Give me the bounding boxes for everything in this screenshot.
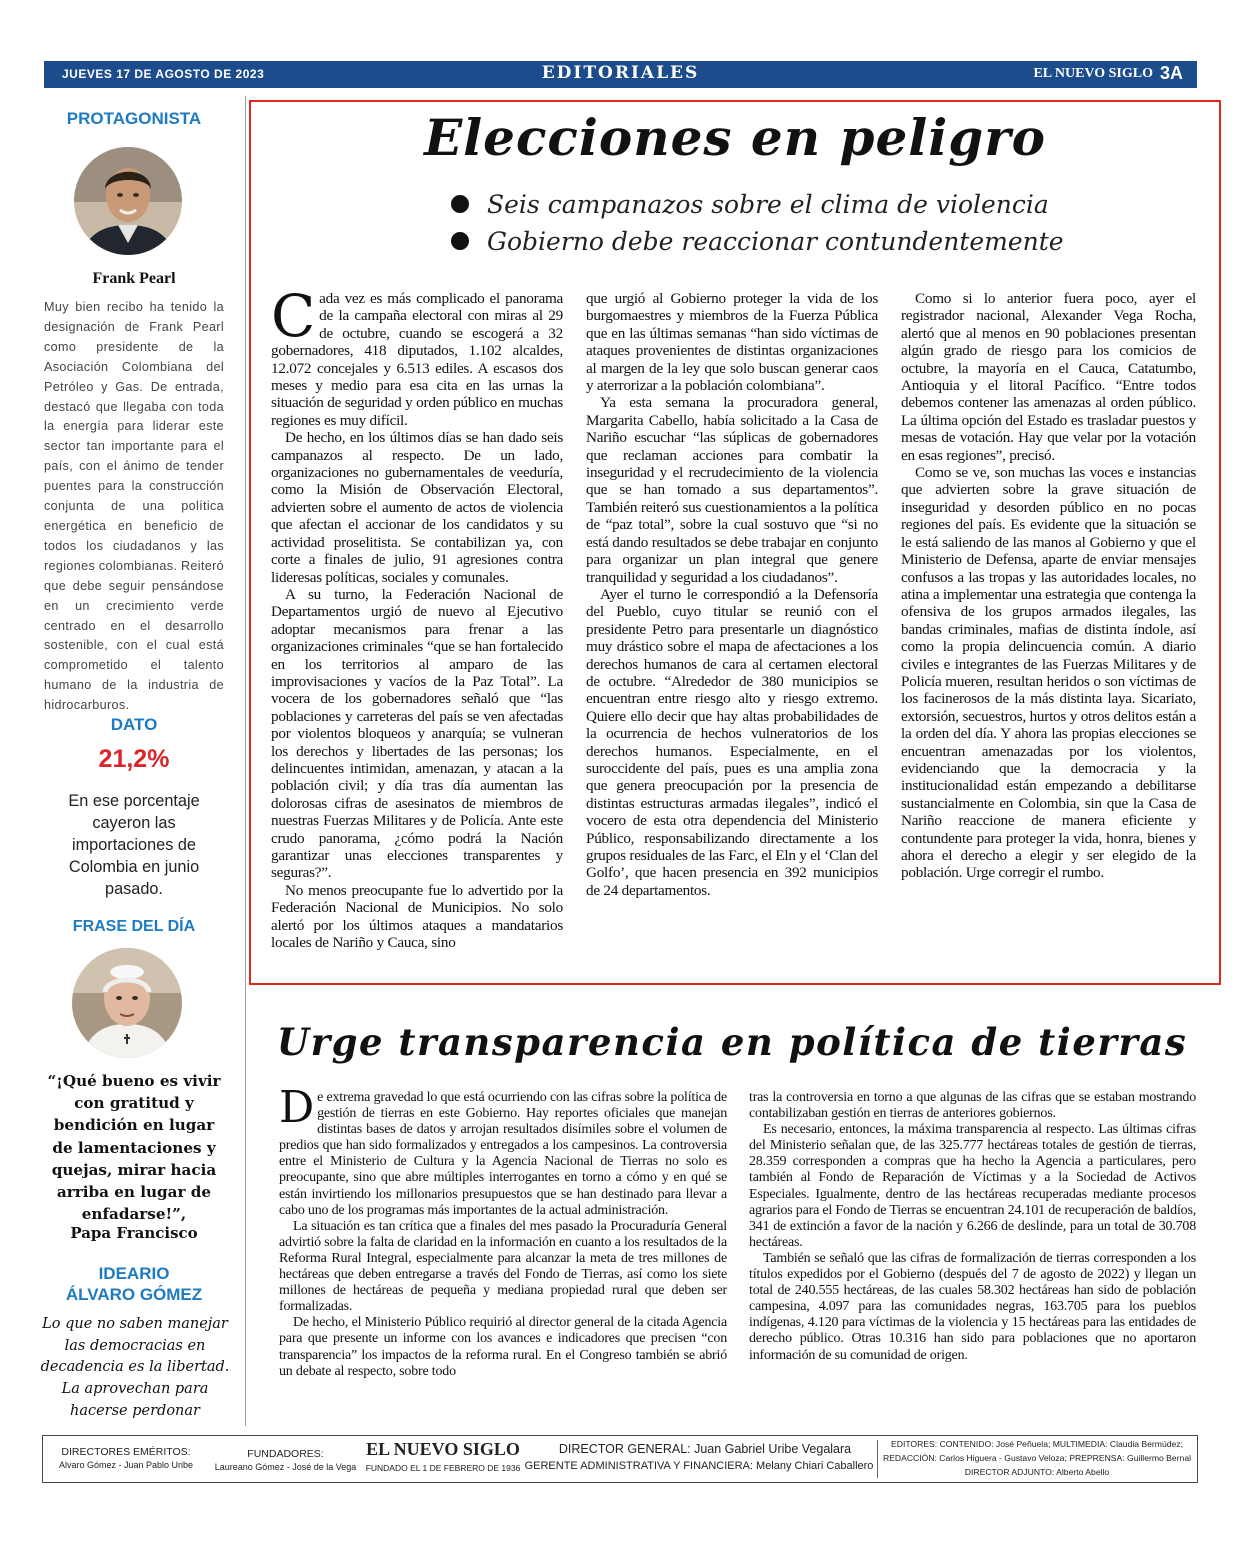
header-date: JUEVES 17 DE AGOSTO DE 2023 [62, 67, 265, 81]
footer-founded: FUNDADO EL 1 DE FEBRERO DE 1936 [365, 1463, 521, 1473]
footer-redaccion: REDACCIÓN: Carlos Higuera - Gustavo Veloza; PREPRENSA: Guillermo Bernal [882, 1453, 1192, 1463]
main-editorial [249, 100, 1221, 985]
editorial-column-1 [271, 282, 563, 952]
second-column-2 [749, 1090, 1196, 1364]
ideario-text: Lo que no saben manejar las democracias en decadencia es la libertad. La aprovechan para hacerse perdonar [40, 1316, 230, 1419]
paragraph: tras la controversia en torno a que algunas de las cifras que se estaban mostrando contabilizaban gestión en tierras de anteriores gobiernos. [749, 1090, 1196, 1122]
editorial-column-3 [901, 290, 1196, 882]
protagonista-name: Frank Pearl [92, 270, 176, 287]
protagonista-text: Muy bien recibo ha tenido la designación de Frank Pearl como presidente de la Asociación Colombiana del Petróleo y Gas. De entrada, destacó que llegaba con toda la energía para liderar este sector tan importante para el país, con el ánimo de tender puentes para la construcción conjunta de una política energética en beneficio de todos los ciudadanos y las regiones colombianas. Reiteró que debe seguir pensándose en un crecimiento verde centrado en el desarrollo sostenible, con el cual está comprometido el talento humano de la industria de hidrocarburos. [44, 300, 224, 713]
frase-quote: “¡Qué bueno es vivir con gratitud y bendición en lugar de lamentaciones y quejas, mirar hacia arriba en lugar de enfadarse!”, [47, 1072, 221, 1224]
drop-cap: D [279, 1082, 315, 1133]
gerente: GERENTE ADMINISTRATIVA Y FINANCIERA: Melany Chiari Caballero [524, 1460, 874, 1472]
frase-heading: FRASE DEL DÍA [72, 918, 196, 935]
editorial-title: Elecciones en peligro [424, 108, 1046, 167]
bullet-dot-icon [451, 232, 469, 250]
paragraph: De hecho, el Ministerio Público requirió al director general de la citada Agencia para que presente un informe con los avances e indicadores que precisen “con transparencia” los impactos de la reforma rural. En el Congreso también se abrió un debate al respecto, sobre todo [279, 1315, 727, 1379]
directores-label: DIRECTORES EMÉRITOS: [61, 1446, 191, 1458]
bullet-dot-icon [451, 195, 469, 213]
directores-names: Alvaro Gómez - Juan Pablo Uribe [58, 1460, 194, 1470]
paragraph: Ya esta semana la procuradora general, Margarita Cabello, había solicitado a la Casa de Nariño escuchar “las súplicas de gobernadores que reclaman acciones para combatir la inseguridad y el recrudecimiento de la violencia que se han tomado a sus departamentos”. También reiteró sus cuestionamientos a la política de “paz total”, sobre la cual sostuvo que “si no está dando resultados se debe trabajar en conjunto para organizar un plan integral que genere tranquilidad y seguridad a los ciudadanos”. [586, 394, 878, 586]
page-number: 3A [1159, 63, 1183, 83]
paragraph: Es necesario, entonces, la máxima transparencia al respecto. Las últimas cifras del Ministerio señalan que, de las 325.777 hectáreas totales de gestión de tierras, 28.359 corresponden a compras que ha hecho la Agencia a particulares, pero también al Fondo de Reparación de Víctimas y a la Sociedad de Activos Especiales. Igualmente, dentro de las hectáreas recuperadas mediante procesos agrarios para el Fondo de Tierras se encuentran 24.101 de recuperación de baldíos, 341 de extinción a favor de la nación y 6.266 de deslinde, para un total de 30.708 hectáreas. [749, 1122, 1197, 1250]
sidebar [36, 100, 232, 1425]
editorial-bullet-1: Seis campanazos sobre el clima de violencia [451, 190, 1049, 219]
director-general: DIRECTOR GENERAL: Juan Gabriel Uribe Vegalara [558, 1442, 852, 1456]
paragraph: La situación es tan crítica que a finales del mes pasado la Procuraduría General advirtió sobre la falta de claridad en la información en cuanto a los resultados de la Reforma Rural Integral, especialmente para alcanzar la meta de tres millones de hectáreas que deben entregarse a través del Fondo de Tierras, así como los siete millones de hectáreas de pequeña y mediana propiedad rural que deben ser formalizadas. [279, 1218, 727, 1315]
ideario-heading: IDEARIO [98, 1264, 170, 1283]
footer-editores: EDITORES: CONTENIDO: José Peñuela; MULTIMEDIA: Claudia Bermúdez; [891, 1439, 1183, 1449]
section-title: EDITORIALES [541, 63, 700, 83]
paragraph: De hecho, en los últimos días se han dado seis campanazos al respecto. De un lado, organizaciones no gubernamentales de veeduría, como la Misión de Observación Electoral, advierten sobre el aumento de actos de violencia que afectan el accionar de los candidatos y su actividad proselitista. Se contabilizan ya, con corte a finales de julio, 91 agresiones contra lideresas políticas, sociales y comunales. [271, 429, 563, 586]
paragraph: Como se ve, son muchas las voces e instancias que advierten sobre la grave situación de inseguridad y desorden público en no pocas regiones del país. Es evidente que la situación se le está saliendo de las manos al Gobierno y que el Ministerio de Defensa, aparte de enviar mensajes confusos a las tropas y las autoridades locales, no atina a implementar una estrategia que contenga la ofensiva de los grupos armados ilegales, las bandas criminales, mafias de distinta índole, así como la propia delincuencia común. A diario civiles e integrantes de las Fuerzas Militares y de Policía mueren, resultan heridos o son víctimas de los facinerosos de la más distinta laya. Sicariato, extorsión, secuestros, hurtos y otros delitos están a la orden del día. Y ahora las propias elecciones se encuentran amenazadas por los violentos, evidenciando que la democracia y la institucionalidad están empezando a debilitarse sustancialmente en Colombia, sin que la Casa de Nariño reaccione de manera eficiente y contundente para proteger la vida, honra, bienes y ahora el derecho a elegir y ser elegido de la población. Urge corregir el rumbo. [901, 464, 1196, 882]
paragraph: Como si lo anterior fuera poco, ayer el registrador nacional, Alexander Vega Rocha, alertó que al menos en 90 poblaciones presentan algún grado de riesgo para los comicios de octubre, la mayoría en el Cauca, Catatumbo, Antioquia y el litoral Pacífico. “Entre todos debemos contener las amenazas al orden público. La última opción del Estado es trasladar puestos y mesas de votación. Hay que velar por la votación en esas regiones”, precisó. [901, 290, 1196, 464]
paragraph: Ayer el turno le correspondió a la Defensoría del Pueblo, cuyo titular se reunió con el presidente Petro para presentarle un diagnóstico muy drástico sobre el mapa de afectaciones a los derechos humanos de cara al certamen electoral de octubre. “Alrededor de 380 municipios se encuentran entre riesgo alto y riesgo extremo. Quiere ello decir que hay altas probabilidades de la ocurrencia de hechos vulneratorios de los derechos humanos. Especialmente, en el suroccidente del país, pues es una amplia zona que genera preocupación por la presencia de distintas estructuras armadas ilegales”, indicó el vocero de esta otra dependencia del Ministerio Público, responsabilizando directamente a los grupos residuales de las Farc, el Eln y el ‘Clan del Golfo’, que hacen presencia en 392 municipios de 24 departamentos. [586, 585, 878, 899]
sidebar-divider [245, 96, 246, 1426]
second-column-1 [279, 1082, 727, 1380]
fundadores-label: FUNDADORES: [247, 1448, 324, 1460]
fundadores-names: Laureano Gómez - José de la Vega [214, 1462, 357, 1472]
paragraph: A su turno, la Federación Nacional de Departamentos urgió de nuevo al Ejecutivo adoptar mecanismos para frenar a las organizaciones criminales “que se han fortalecido en los territorios al amparo de las improvisaciones y vacíos de la Paz Total”. La vocera de los gobernadores señaló que “las poblaciones y carreteras del país se ven afectadas por violentos bloqueos y anarquía; se vulneran los derechos y libertades de las personas; los delincuentes intimidan, amenazan, y atacan a la población civil; y día tras día aumentan las dolorosas cifras de asesinatos de miembros de nuestras Fuerzas Militares y de Policía. Ante este crudo panorama, ¿cómo podrá la Nación garantizar unas elecciones transparentes y seguras?”. [271, 585, 563, 882]
dato-value: 21,2% [98, 745, 170, 773]
footer-divider [877, 1440, 878, 1478]
ideario-name: ÁLVARO GÓMEZ [65, 1285, 203, 1304]
paragraph: No menos preocupante fue lo advertido por la Federación Nacional de Municipios. No solo alertó por los últimos ataques a mandatarios locales de Nariño y Cauca, sino [271, 881, 563, 952]
second-editorial-title: Urge transparencia en política de tierras [276, 1020, 1188, 1064]
editorial-column-2 [586, 290, 878, 899]
editorial-bullet-2: Gobierno debe reaccionar contundentemente [451, 227, 1064, 256]
page-header-bar [44, 61, 1197, 88]
frase-author: Papa Francisco [70, 1224, 198, 1242]
paragraph: De extrema gravedad lo que está ocurriendo con las cifras sobre la política de gestión de tierras en este Gobierno. Hay reportes oficiales que manejan distintas bases de datos y arrojan resultados disímiles sobre el volumen de predios que han sido formalizados y entregados a los campesinos. La controversia entre el Ministerio de Cultura y la Agencia Nacional de Tierras no solo es preocupante, sino que abre múltiples interrogantes en torno a cómo y en qué se están invirtiendo los millonarios presupuestos que se han destinado para llevar a cabo uno de los programas más importantes de la actual administración. [279, 1082, 727, 1218]
paragraph: También se señaló que las cifras de formalización de tierras corresponden a los títulos expedidos por el Gobierno (después del 7 de agosto de 2022) y llegan un total de 240.555 hectáreas, de las cuales 58.302 hectáreas han sido de población campesina, 4.097 para las comunidades negras, 163.705 para los pueblos indígenas, 4.120 para víctimas de la violencia y 15 hectáreas para las entidades de derecho público. Otras 10.316 han sido para poblaciones que no aportaron información de su comunidad de origen. [749, 1250, 1196, 1363]
footer-logo: EL NUEVO SIGLO [366, 1439, 520, 1459]
paragraph: Cada vez es más complicado el panorama de la campaña electoral con miras al 29 de octubre, cuando se escogerá a 32 gobernadores, 418 diputados, 1.102 alcaldes, 12.072 concejales y 6.513 ediles. A escasos dos meses y medio para esa cita en las urnas la situación de seguridad y orden público en muchas regiones es muy difícil. [271, 282, 563, 429]
frank-pearl-photo [74, 147, 182, 255]
dato-text: En ese porcentaje cayeron las importaciones de Colombia en junio pasado. [68, 792, 200, 898]
drop-cap: C [271, 282, 316, 350]
header-brand: EL NUEVO SIGLO [1033, 66, 1153, 81]
paragraph: que urgió al Gobierno proteger la vida de los burgomaestres y miembros de la Fuerza Pública que en las últimas semanas “han sido víctimas de ataques provenientes de distintas organizaciones al margen de la ley que solo buscan generar caos y aterrorizar a la población colombiana”. [586, 290, 878, 395]
protagonista-heading: PROTAGONISTA [66, 109, 202, 128]
dato-heading: DATO [110, 715, 158, 734]
director-adjunto: DIRECTOR ADJUNTO: Alberto Abello [964, 1467, 1110, 1477]
papa-francisco-photo [72, 948, 182, 1058]
masthead-footer [42, 1435, 1198, 1483]
